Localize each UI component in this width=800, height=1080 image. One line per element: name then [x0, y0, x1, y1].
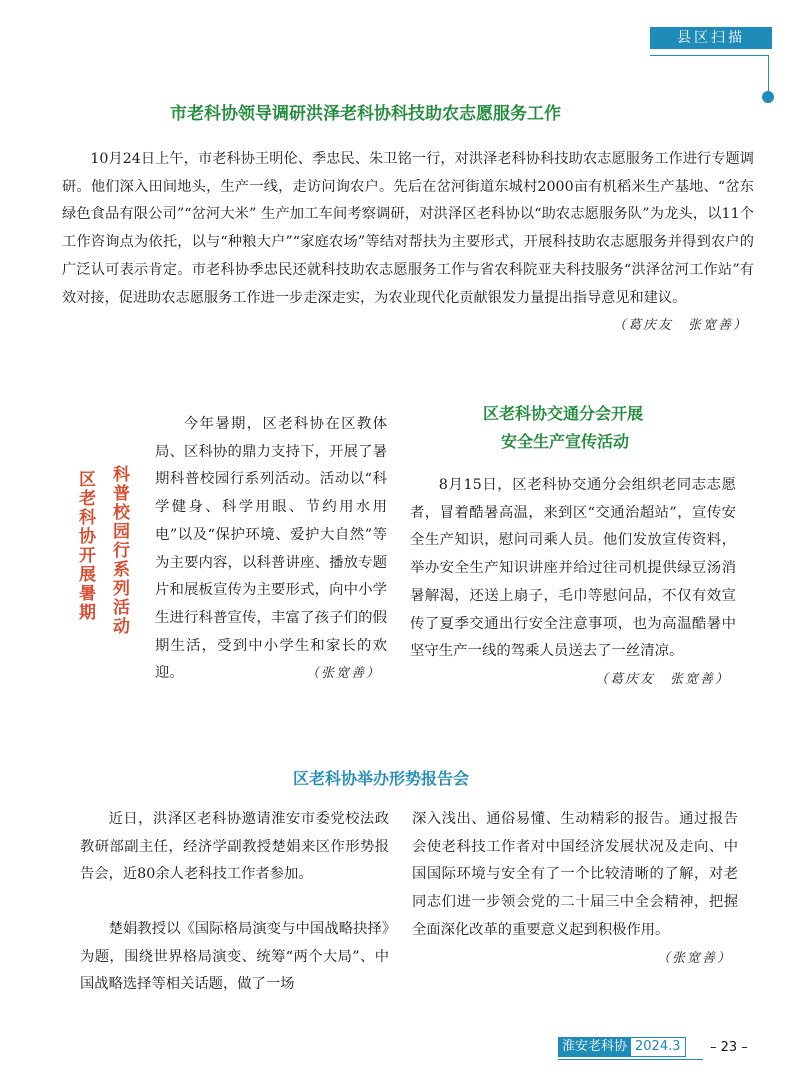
article2-body — [155, 411, 387, 688]
article2-title-line2: 科普校园行系列活动 — [109, 465, 129, 636]
article3-title-line2: 安全生产宣传活动 — [501, 432, 630, 451]
article4-title: 区老科协举办形势报告会 — [293, 769, 470, 788]
article4-byline: （张宽善） — [656, 950, 732, 966]
article2-title-line1: 区老科协开展暑期 — [75, 470, 95, 622]
footer-issue: 2024.3 — [631, 1037, 686, 1057]
article3-text: 8月15日，区老科协交通分会组织老同志志愿者，冒着酷暑高温，来到区“交通治超站”，宣传安全生产知识，慰问司乘人员。他们发放宣传资料，举办安全生产知识讲座并给过往司机提供绿豆汤消暑解渴，还送上扇子，毛巾等慰问品，不仅有效宣传了夏季交通出行安全注意事项，也为高温酷暑中坚守生产一线的驾乘人员送去了一丝清凉。 — [410, 477, 736, 660]
section-tag: 县区扫描 — [650, 27, 772, 49]
article3-title-line1: 区老科协交通分会开展 — [483, 404, 644, 423]
tag-dot — [762, 91, 774, 103]
article4-col1-p1: 近日，洪泽区老科协邀请淮安市委党校法政教研部副主任，经济学副教授楚娟来区作形势报告会，近80余人老科技工作者参加。 — [80, 811, 389, 883]
article4-col2-text: 深入浅出、通俗易懂、生动精彩的报告。通过报告会使老科技工作者对中国经济发展状况及走向、中国国际环境与安全有了一个比较清晰的了解，对老同志们进一步领会党的二十届三中全会精神，把握全面深化改革的重要意义起到积极作用。 — [412, 811, 738, 938]
article1-text: 10月24日上午，市老科协王明伦、季忠民、朱卫铭一行，对洪泽老科协科技助农志愿服务工作进行专题调研。他们深入田间地头，生产一线，走访问询农户。先后在岔河街道东城村2000亩有机稻米生产基地、“岔东绿色食品有限公司”“岔河大米” 生产加工车间考察调研，对洪泽区老科协以“助农志愿服务队”为龙头，以11个工作咨询点为依托，以与“种粮大户”“家庭农场”等结对帮扶为主要形式，开展科技助农志愿服务并得到农户的广泛认可表示肯定。市老科协季忠民还就科技助农志愿服务工作与省农科院亚夫科技服务“洪泽岔河工作站”有效对接，促进助农志愿服务工作进一步走深走实，为农业现代化贡献银发力量提出指导意见和建议。 — [62, 151, 754, 306]
article1-title: 市老科协领导调研洪泽老科协科技助农志愿服务工作 — [170, 104, 561, 124]
article1-byline: （葛庆友 张宽善） — [612, 318, 748, 334]
article4-col1-p2: 楚娟教授以《国际格局演变与中国战略抉择》为题，围绕世界格局演变、统筹“两个大局”、中国战略选择等相关话题，做了一场 — [80, 921, 389, 993]
tag-rail-horizontal — [650, 55, 768, 56]
footer-publication: 淮安老科协 — [558, 1037, 631, 1057]
tag-rail-vertical — [768, 55, 769, 93]
article4-col2 — [412, 806, 738, 972]
footer-rule — [558, 1059, 703, 1060]
article3-byline: （葛庆友 张宽善） — [594, 671, 730, 687]
article2-byline: （张宽善） — [305, 666, 381, 682]
article1-body — [62, 146, 754, 340]
page-number: – 23 – — [710, 1040, 748, 1055]
article3-body — [410, 472, 736, 694]
article2-text: 今年暑期，区老科协在区教体局、区科协的鼎力支持下，开展了暑期科普校园行系列活动。活动以“科学健身、科学用眼、节约用水用电”以及“保护环境、爱护大自然”等为主要内容，以科普讲座、播放专题片和展板宣传为主要形式，向中小学生进行科普宣传，丰富了孩子们的假期生活，受到中小学生和家长的欢迎。 — [155, 416, 387, 682]
footer-publication-box — [558, 1037, 686, 1057]
